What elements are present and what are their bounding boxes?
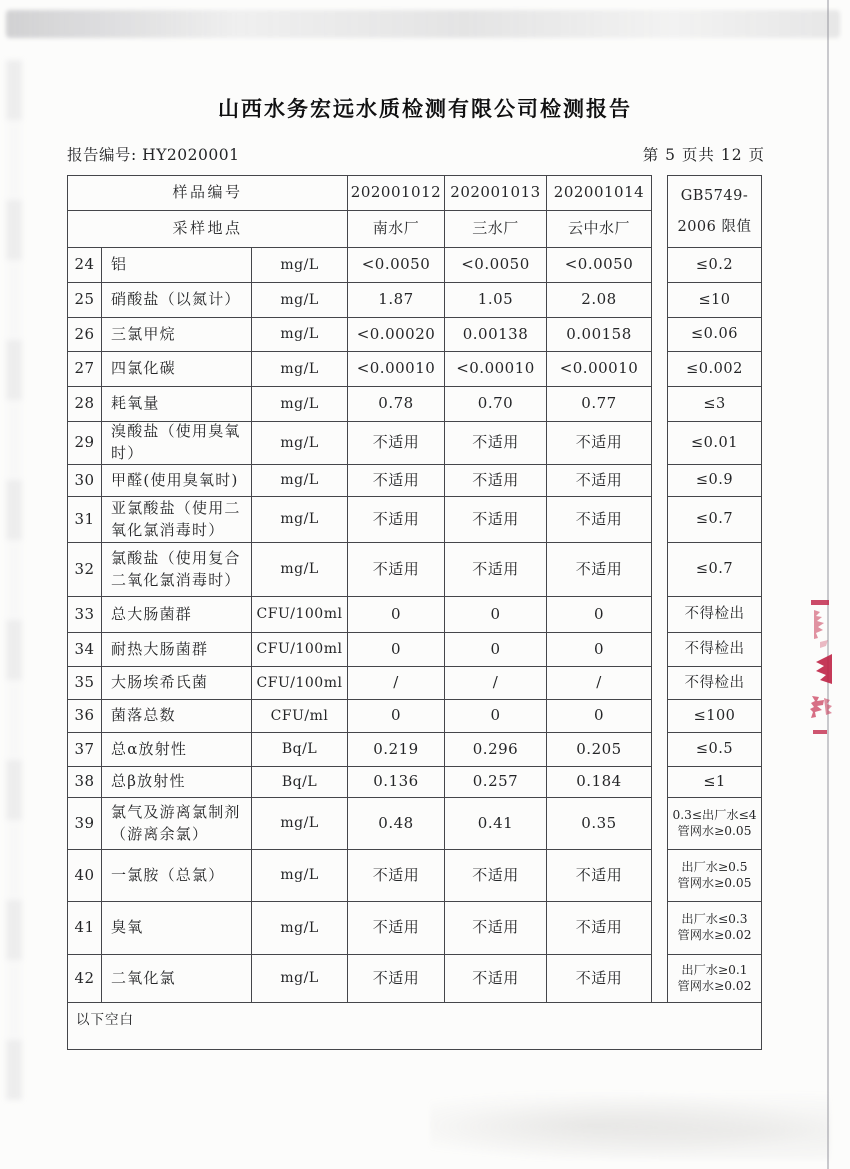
parameter-cell: 氯气及游离氯制剂（游离余氯） xyxy=(102,798,252,850)
limit-cell xyxy=(667,633,762,667)
table-row xyxy=(67,387,762,422)
value-cell: 0.00158 xyxy=(547,318,652,352)
value-cell: 0 xyxy=(445,597,547,633)
results-table xyxy=(67,175,762,1050)
value-cell: 不适用 xyxy=(445,543,547,597)
table-row xyxy=(67,667,762,700)
limit-cell xyxy=(667,767,762,798)
unit-cell: mg/L xyxy=(252,798,348,850)
row-number-cell: 37 xyxy=(67,733,102,767)
value-cell: 不适用 xyxy=(348,543,445,597)
parameter-cell: 总大肠菌群 xyxy=(102,597,252,633)
value-cell: 0.35 xyxy=(547,798,652,850)
value-cell: 1.87 xyxy=(348,283,445,318)
value-cell: <0.0050 xyxy=(547,248,652,283)
limit-cell xyxy=(667,387,762,422)
table-row xyxy=(67,465,762,497)
value-cell: / xyxy=(348,667,445,700)
value-cell: <0.00010 xyxy=(445,352,547,387)
value-cell: <0.0050 xyxy=(348,248,445,283)
parameter-cell: 总β放射性 xyxy=(102,767,252,798)
unit-cell: mg/L xyxy=(252,955,348,1002)
table-row xyxy=(67,283,762,318)
value-cell: 0 xyxy=(547,633,652,667)
footer-note: 以下空白 xyxy=(76,1012,134,1028)
unit-cell: mg/L xyxy=(252,283,348,318)
value-cell: 0.41 xyxy=(445,798,547,850)
row-number-cell: 29 xyxy=(67,422,102,465)
value-cell: 0.205 xyxy=(547,733,652,767)
value-cell: 0 xyxy=(445,700,547,733)
limit-cell xyxy=(667,798,762,850)
row-number-cell: 42 xyxy=(67,955,102,1002)
limit-value: ≤3 xyxy=(703,395,726,412)
limit-cell xyxy=(667,850,762,902)
limit-cell xyxy=(667,955,762,1002)
value-cell: 0.136 xyxy=(348,767,445,798)
value-cell: / xyxy=(547,667,652,700)
limit-cell xyxy=(667,248,762,283)
value-cell: 不适用 xyxy=(547,422,652,465)
value-cell: 0.77 xyxy=(547,387,652,422)
page-indicator: 第 5 页共 12 页 xyxy=(642,146,765,164)
parameter-cell: 大肠埃希氏菌 xyxy=(102,667,252,700)
limit-value: ≤0.01 xyxy=(691,434,738,451)
parameter-cell: 耐热大肠菌群 xyxy=(102,633,252,667)
limit-value: ≤0.5 xyxy=(695,741,734,758)
scan-artifact-left xyxy=(6,60,22,1100)
table-row xyxy=(67,767,762,798)
limit-cell xyxy=(667,733,762,767)
unit-cell: CFU/ml xyxy=(252,700,348,733)
location-cell: 云中水厂 xyxy=(547,211,652,248)
value-cell: 不适用 xyxy=(445,465,547,497)
limit-cell xyxy=(667,700,762,733)
value-cell: 0.184 xyxy=(547,767,652,798)
table-row xyxy=(67,955,762,1002)
value-cell: 0.219 xyxy=(348,733,445,767)
parameter-cell: 总α放射性 xyxy=(102,733,252,767)
table-header-row xyxy=(67,211,762,248)
sample-id-cell: 202001013 xyxy=(445,175,547,211)
row-number-cell: 33 xyxy=(67,597,102,633)
red-stamp-fragment xyxy=(806,596,832,744)
value-cell: 不适用 xyxy=(445,497,547,543)
unit-cell: mg/L xyxy=(252,387,348,422)
limit-cell xyxy=(667,497,762,543)
limit-cell xyxy=(667,597,762,633)
footer-note-row xyxy=(67,1002,762,1050)
page-edge-line xyxy=(827,0,829,1169)
parameter-cell: 菌落总数 xyxy=(102,700,252,733)
row-number-cell: 31 xyxy=(67,497,102,543)
parameter-cell: 溴酸盐（使用臭氧时） xyxy=(102,422,252,465)
row-number-cell: 26 xyxy=(67,318,102,352)
scan-artifact-top xyxy=(6,10,840,38)
value-cell: 不适用 xyxy=(547,543,652,597)
limit-value: ≤0.7 xyxy=(695,561,734,578)
limit-value: ≤0.06 xyxy=(691,326,738,343)
value-cell: 0.296 xyxy=(445,733,547,767)
table-row xyxy=(67,318,762,352)
report-number-label: 报告编号: xyxy=(67,146,137,164)
unit-cell: mg/L xyxy=(252,850,348,902)
value-cell: 不适用 xyxy=(547,465,652,497)
table-row xyxy=(67,497,762,543)
parameter-cell: 二氧化氯 xyxy=(102,955,252,1002)
value-cell: 不适用 xyxy=(445,955,547,1002)
table-row xyxy=(67,597,762,633)
unit-cell: mg/L xyxy=(252,318,348,352)
value-cell: <0.00010 xyxy=(547,352,652,387)
unit-cell: CFU/100ml xyxy=(252,667,348,700)
scan-artifact-bottom xyxy=(430,1090,830,1160)
row-number-cell: 41 xyxy=(67,902,102,955)
limit-value-line2: 管网水≥0.05 xyxy=(677,823,752,838)
unit-cell: mg/L xyxy=(252,902,348,955)
unit-cell: mg/L xyxy=(252,248,348,283)
parameter-cell: 臭氧 xyxy=(102,902,252,955)
unit-cell: mg/L xyxy=(252,497,348,543)
limit-value: 出厂水≤0.3 xyxy=(681,912,748,927)
limit-cell xyxy=(667,422,762,465)
value-cell: 0 xyxy=(348,633,445,667)
limit-value: ≤100 xyxy=(693,707,736,724)
unit-cell: CFU/100ml xyxy=(252,633,348,667)
value-cell: <0.00010 xyxy=(348,352,445,387)
limit-value: ≤10 xyxy=(698,291,731,308)
limit-column-header xyxy=(667,175,762,248)
limit-value: ≤0.002 xyxy=(686,360,743,377)
row-number-cell: 39 xyxy=(67,798,102,850)
limit-value: 不得检出 xyxy=(684,674,745,691)
table-row xyxy=(67,798,762,850)
value-cell: 不适用 xyxy=(445,902,547,955)
value-cell: 不适用 xyxy=(348,465,445,497)
value-cell: 0 xyxy=(547,597,652,633)
value-cell: 0 xyxy=(547,700,652,733)
sample-id-cell: 202001012 xyxy=(348,175,445,211)
value-cell: 0.00138 xyxy=(445,318,547,352)
table-header-row xyxy=(67,175,762,211)
parameter-cell: 硝酸盐（以氮计） xyxy=(102,283,252,318)
value-cell: 不适用 xyxy=(348,850,445,902)
unit-cell: mg/L xyxy=(252,543,348,597)
limit-cell xyxy=(667,543,762,597)
value-cell: <0.0050 xyxy=(445,248,547,283)
value-cell: 不适用 xyxy=(547,902,652,955)
limit-value: ≤0.9 xyxy=(695,472,734,489)
value-cell: 0 xyxy=(348,700,445,733)
value-cell: 不适用 xyxy=(348,902,445,955)
parameter-cell: 三氯甲烷 xyxy=(102,318,252,352)
limit-value: 出厂水≥0.1 xyxy=(681,962,748,977)
value-cell: 不适用 xyxy=(547,497,652,543)
value-cell: 2.08 xyxy=(547,283,652,318)
row-number-cell: 30 xyxy=(67,465,102,497)
sample-id-header-cell: 样品编号 xyxy=(67,175,348,211)
sample-id-cell: 202001014 xyxy=(547,175,652,211)
parameter-cell: 铝 xyxy=(102,248,252,283)
row-number-cell: 38 xyxy=(67,767,102,798)
table-row xyxy=(67,850,762,902)
limit-cell xyxy=(667,902,762,955)
value-cell: 0.48 xyxy=(348,798,445,850)
unit-cell: mg/L xyxy=(252,465,348,497)
limit-value-line2: 管网水≥0.05 xyxy=(677,875,752,890)
value-cell: 1.05 xyxy=(445,283,547,318)
location-cell: 南水厂 xyxy=(348,211,445,248)
value-cell: 0.78 xyxy=(348,387,445,422)
parameter-cell: 耗氧量 xyxy=(102,387,252,422)
table-row xyxy=(67,352,762,387)
value-cell: 0.70 xyxy=(445,387,547,422)
limit-value: 不得检出 xyxy=(684,606,745,623)
unit-cell: CFU/100ml xyxy=(252,597,348,633)
row-number-cell: 34 xyxy=(67,633,102,667)
limit-value-line2: 管网水≥0.02 xyxy=(677,978,752,993)
location-header-cell: 采样地点 xyxy=(67,211,348,248)
page-title: 山西水务宏远水质检测有限公司检测报告 xyxy=(218,97,632,121)
table-row xyxy=(67,733,762,767)
row-number-cell: 24 xyxy=(67,248,102,283)
limit-cell xyxy=(667,318,762,352)
limit-value-line2: 管网水≥0.02 xyxy=(677,928,752,942)
row-number-cell: 40 xyxy=(67,850,102,902)
limit-value: 出厂水≥0.5 xyxy=(681,859,748,874)
row-number-cell: 28 xyxy=(67,387,102,422)
row-number-cell: 25 xyxy=(67,283,102,318)
value-cell: 不适用 xyxy=(445,850,547,902)
limit-cell xyxy=(667,465,762,497)
row-number-cell: 32 xyxy=(67,543,102,597)
limit-cell xyxy=(667,283,762,318)
limit-value: 不得检出 xyxy=(684,641,745,658)
parameter-cell: 一氯胺（总氯） xyxy=(102,850,252,902)
value-cell: 0 xyxy=(445,633,547,667)
location-cell: 三水厂 xyxy=(445,211,547,248)
limit-cell xyxy=(667,667,762,700)
value-cell: / xyxy=(445,667,547,700)
limit-header-line1: GB5749- xyxy=(680,187,749,204)
report-number xyxy=(67,143,239,165)
value-cell: 不适用 xyxy=(348,955,445,1002)
unit-cell: mg/L xyxy=(252,422,348,465)
row-number-cell: 35 xyxy=(67,667,102,700)
parameter-cell: 四氯化碳 xyxy=(102,352,252,387)
value-cell: 不适用 xyxy=(348,422,445,465)
parameter-cell: 亚氯酸盐（使用二氧化氯消毒时） xyxy=(102,497,252,543)
table-row xyxy=(67,633,762,667)
table-row xyxy=(67,902,762,955)
table-row xyxy=(67,700,762,733)
value-cell: 不适用 xyxy=(547,955,652,1002)
value-cell: 0.257 xyxy=(445,767,547,798)
unit-cell: Bq/L xyxy=(252,733,348,767)
parameter-cell: 氯酸盐（使用复合二氧化氯消毒时） xyxy=(102,543,252,597)
limit-value: ≤0.7 xyxy=(695,511,734,528)
limit-value: 0.3≤出厂水≤4 xyxy=(672,807,757,822)
table-row xyxy=(67,422,762,465)
report-number-value: HY2020001 xyxy=(142,146,240,164)
meta-row xyxy=(67,143,765,165)
unit-cell: Bq/L xyxy=(252,767,348,798)
parameter-cell: 甲醛(使用臭氧时) xyxy=(102,465,252,497)
unit-cell: mg/L xyxy=(252,352,348,387)
limit-header-line2: 2006 限值 xyxy=(677,218,752,235)
value-cell: 不适用 xyxy=(445,422,547,465)
limit-value: ≤0.2 xyxy=(695,256,734,273)
value-cell: 不适用 xyxy=(547,850,652,902)
row-number-cell: 36 xyxy=(67,700,102,733)
table-row xyxy=(67,248,762,283)
limit-value: ≤1 xyxy=(703,773,726,790)
value-cell: <0.00020 xyxy=(348,318,445,352)
table-row xyxy=(67,543,762,597)
value-cell: 0 xyxy=(348,597,445,633)
row-number-cell: 27 xyxy=(67,352,102,387)
value-cell: 不适用 xyxy=(348,497,445,543)
limit-cell xyxy=(667,352,762,387)
